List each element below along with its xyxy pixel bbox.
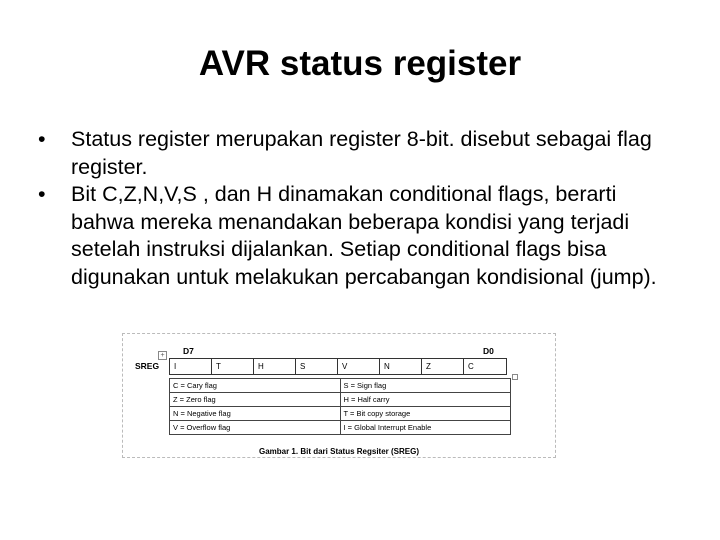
bullet-item	[38, 181, 678, 291]
register-bits-row	[169, 358, 507, 375]
table-row	[170, 393, 511, 407]
bit-cell: V	[338, 359, 380, 374]
bit-cell: I	[170, 359, 212, 374]
bit-cell: S	[296, 359, 338, 374]
flag-cell: V = Overflow flag	[170, 421, 341, 435]
flag-cell: H = Half carry	[340, 393, 511, 407]
flag-cell: C = Cary flag	[170, 379, 341, 393]
bullet-item	[38, 126, 678, 181]
flag-cell: S = Sign flag	[340, 379, 511, 393]
bit-cell: T	[212, 359, 254, 374]
table-row	[170, 421, 511, 435]
bullet-list	[38, 126, 678, 291]
flag-cell: T = Bit copy storage	[340, 407, 511, 421]
bullet-dot-icon: •	[38, 182, 46, 206]
resize-handle-icon[interactable]	[512, 374, 518, 380]
table-row	[170, 407, 511, 421]
lsb-label: D0	[483, 346, 494, 356]
slide-title: AVR status register	[198, 44, 522, 83]
bit-cell: N	[380, 359, 422, 374]
sreg-figure[interactable]	[122, 333, 556, 458]
msb-label: D7	[183, 346, 194, 356]
flag-cell: N = Negative flag	[170, 407, 341, 421]
bit-cell: Z	[422, 359, 464, 374]
flag-legend-table	[169, 378, 511, 435]
bullet-text: Status register merupakan register 8-bit. disebut sebagai flag register.	[71, 127, 652, 179]
move-handle-icon[interactable]: +	[158, 351, 167, 360]
bullet-text: Bit C,Z,N,V,S , dan H dinamakan conditional flags, berarti bahwa mereka menandakan beberapa kondisi yang terjadi setelah instruksi dijalankan. Setiap conditional flags bisa digunakan untuk melakukan percabangan kondisional (jump).	[71, 182, 657, 289]
flag-cell: Z = Zero flag	[170, 393, 341, 407]
flag-cell: I = Global Interrupt Enable	[340, 421, 511, 435]
bit-cell: C	[468, 362, 474, 371]
table-row	[170, 379, 511, 393]
register-name: SREG	[135, 361, 160, 371]
figure-caption: Gambar 1. Bit dari Status Regsiter (SREG)	[258, 447, 420, 456]
bullet-dot-icon: •	[38, 127, 46, 151]
bit-cell: H	[254, 359, 296, 374]
